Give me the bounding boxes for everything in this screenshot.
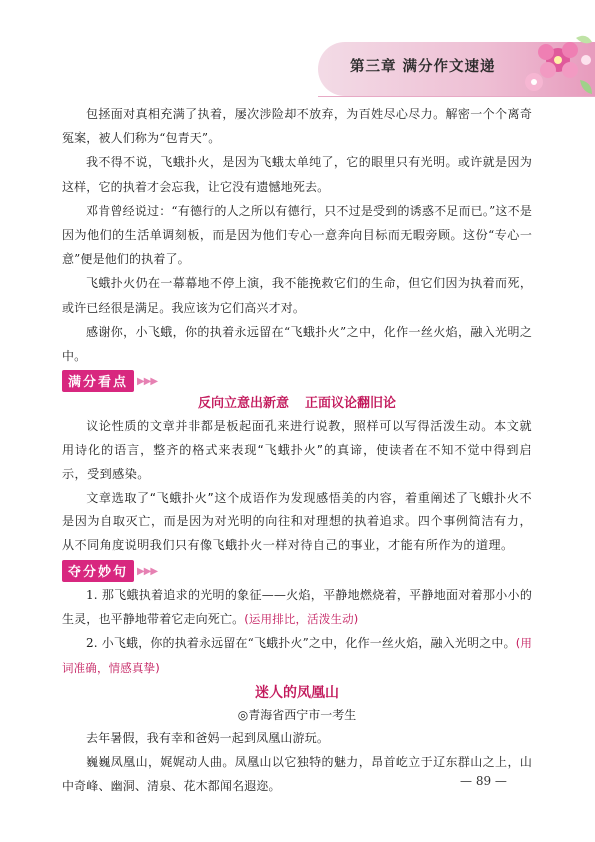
excellent-sentence <box>62 583 532 631</box>
flower-decoration-icon <box>506 30 595 102</box>
sentence-comment: (运用排比，活泼生动) <box>244 612 359 627</box>
page-number: — 89 — <box>460 774 507 788</box>
page-content <box>62 102 532 798</box>
essay-continuation <box>62 102 532 368</box>
review-paragraph: 文章选取了“飞蛾扑火”这个成语作为发现感悟美的内容，着重阐述了飞蛾扑火不是因为自取灭亡，而是因为对光明的向往和对理想的执着追求。四个事例简洁有力，从不同角度说明我们只有像飞蛾扑火一样对待自己的事业，才能有所作为的道理。 <box>62 490 532 553</box>
essay-paragraph: 我不得不说，飞蛾扑火，是因为飞蛾太单纯了，它的眼里只有光明。或许就是因为这样，它的执着才会忘我，让它没有遗憾地死去。 <box>62 155 532 194</box>
sentences-tag-row <box>62 559 532 583</box>
essay-paragraph: 飞蛾扑火仍在一幕幕地不停上演，我不能挽救它们的生命，但它们因为执着而死，或许已经很是满足。我应该为它们高兴才对。 <box>62 276 532 315</box>
review-title <box>62 393 532 415</box>
review-title-part2: 正面议论翻旧论 <box>305 396 397 412</box>
header-divider <box>318 96 595 97</box>
chapter-title: 第三章 满分作文速递 <box>350 59 496 75</box>
next-essay-title: 迷人的凤凰山 <box>255 684 339 701</box>
essay-paragraph: 包拯面对真相充满了执着，屡次涉险却不放弃，为百姓尽心尽力。解密一个个离奇冤案，被人们称为“包青天”。 <box>62 107 532 146</box>
sentence-comment: (用词准确，情感真挚) <box>62 636 532 675</box>
sentence-text: 2. 小飞蛾，你的执着永远留在“飞蛾扑火”之中，化作一丝火焰，融入光明之中。 <box>86 636 516 651</box>
essay-paragraph: 去年暑假，我有幸和爸妈一起到凤凰山游玩。 <box>86 730 330 745</box>
review-tag-row <box>62 369 532 393</box>
review-paragraph: 议论性质的文章并非都是板起面孔来进行说教，照样可以写得活泼生动。本文就用诗化的语言，整齐的格式来表现“飞蛾扑火”的真谛，使读者在不知不觉中得到启示，受到感染。 <box>62 419 532 481</box>
review-title-part1: 反向立意出新意 <box>197 396 289 412</box>
review-tag: 满分看点 <box>62 370 134 392</box>
essay-paragraph: 感谢你，小飞蛾，你的执着永远留在“飞蛾扑火”之中，化作一丝火焰，融入光明之中。 <box>62 324 532 364</box>
arrow-decoration-icon: ▶▶▶ <box>137 565 158 577</box>
arrow-decoration-icon: ▶▶▶ <box>137 375 158 387</box>
essay-paragraph: 邓肯曾经说过：“有德行的人之所以有德行，只不过是受到的诱惑不足而已。”这不是因为他们的生活单调刻板，而是因为他们专心一意奔向目标而无暇旁顾。这份“专心一意”便是他们的执着了。 <box>62 203 532 267</box>
sentence-text: 1. 那飞蛾执着追求的光明的象征——火焰，平静地燃烧着，平静地面对着那小小的生灵，也平静地带着它走向死亡。 <box>62 588 532 627</box>
essay-paragraph: 巍巍凤凰山，娓娓动人曲。凤凰山以它独特的魅力，昂首屹立于辽东群山之上，山中奇峰、幽洞、清泉、花木都闻名遐迩。 <box>62 755 532 794</box>
excellent-sentence <box>62 631 532 679</box>
sentences-tag: 夺分妙句 <box>62 560 134 582</box>
next-essay-author: ◎青海省西宁市一考生 <box>237 707 357 722</box>
